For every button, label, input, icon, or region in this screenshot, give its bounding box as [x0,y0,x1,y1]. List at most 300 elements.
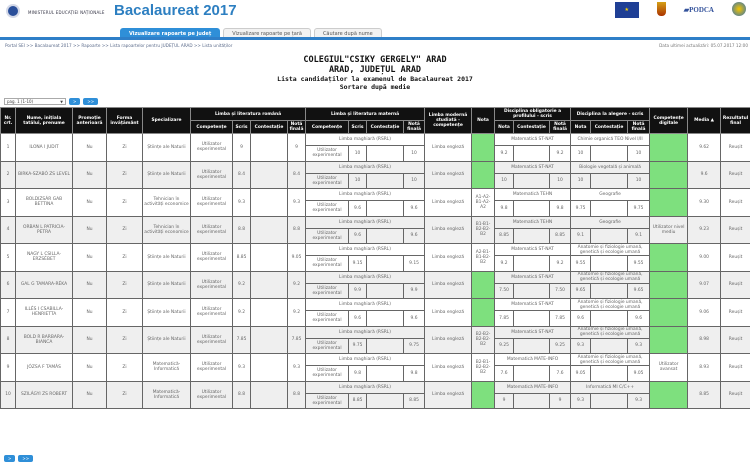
col-name: Nume, inițiala tatălui, prenume [16,108,73,134]
cell-media: 8.85 [688,381,721,409]
cell-ob-nota: 9 [495,393,514,409]
cell-ro-final: 9.2 [288,299,306,327]
cell-al-label: Anatomie și fiziologie umană, genetică și ecologie umană [571,354,650,366]
cell-digital [650,299,688,327]
cell-lm-comp: Utilizator experimental [306,366,349,382]
cell-form: Zi [107,299,143,327]
cell-lm-final: 8.85 [404,393,425,409]
cell-al-cont [591,393,628,409]
cell-ro-cont [251,244,288,272]
cell-ob-nota: 9.2 [495,146,514,162]
cell-digital [650,161,688,189]
col-lm-cont: Contestație [367,121,404,134]
cell-al-nota: 10 [571,173,591,189]
cell-form: Zi [107,216,143,244]
cell-modern: Limba engleză [425,161,472,189]
col-ro-final: Notă finală [288,121,306,134]
last-page-button[interactable]: >> [83,98,98,105]
cell-spec: Științe ale Naturii [143,244,191,272]
cell-lm-comp: Utilizator experimental [306,256,349,272]
cell-ob-final: 9.25 [550,338,571,354]
cell-spec: Tehnician în activități economice [143,189,191,217]
cell-al-cont [591,338,628,354]
cell-nr: 4 [1,216,16,244]
cell-name: BOLD R BARBARA-BIANCA [16,326,73,354]
cell-ob-final: 7.50 [550,283,571,299]
col-al-nota: Nota [571,121,591,134]
cell-ob-cont [514,146,550,162]
cell-ro-comp: Utilizator experimental [191,381,233,409]
col-ob-final: Notă finală [550,121,571,134]
cell-form: Zi [107,134,143,162]
cell-ro-comp: Utilizator experimental [191,326,233,354]
cell-lm-final: 10 [404,173,425,189]
cell-ob-cont [514,366,550,382]
cell-al-label: Anatomie și fiziologie umană, genetică și ecologie umană [571,244,650,256]
cell-al-nota: 9.05 [571,366,591,382]
cell-al-final: 10 [628,173,650,189]
cell-ro-comp: Utilizator experimental [191,216,233,244]
cell-media: 8.98 [688,326,721,354]
cell-al-final: 9.6 [628,311,650,327]
cell-ob-label: Matematică ST-NAT [495,326,571,338]
last-update: Data ultimei actualizări: 05.07.2017 12:00 [659,43,748,48]
cell-ob-label: Matematică ST-NAT [495,299,571,311]
col-promo: Promoție anterioară [73,108,107,134]
cell-al-final: 9.05 [628,366,650,382]
col-lm-final: Notă finală [404,121,425,134]
cell-al-nota: 9.65 [571,283,591,299]
cell-ob-cont [514,256,550,272]
col-al-final: Notă finală [628,121,650,134]
cell-al-cont [591,311,628,327]
cell-nota: A1-A2-B1-A2-A2 [472,189,495,217]
cell-promo: Nu [73,244,107,272]
cell-spec: Științe ale Naturii [143,271,191,299]
cell-ro-final: 9.05 [288,244,306,272]
cell-ro-comp: Utilizator experimental [191,189,233,217]
cell-lm-label: Limba maghiară (RSRL) [306,354,425,366]
cell-ro-final: 8.8 [288,381,306,409]
school-name: COLEGIUL"CSIKY GERGELY" ARAD [303,55,447,65]
cell-ob-final: 9.2 [550,256,571,272]
cell-result: Reușit [721,271,750,299]
cell-ob-cont [514,283,550,299]
cell-ob-cont [514,201,550,217]
cell-name: BOLDIZSÁR GAB BETTINA [16,189,73,217]
cell-name: NAGY L CSILLA-ERZSÉBET [16,244,73,272]
romania-coat-logo [657,2,666,16]
cell-lm-label: Limba maghiară (RSRL) [306,134,425,146]
cell-spec: Matematică-Informatică [143,381,191,409]
cell-ro-cont [251,299,288,327]
cell-ro-final: 9.3 [288,354,306,382]
cell-modern: Limba engleză [425,216,472,244]
app-title[interactable]: Bacalaureat 2017 [114,2,237,19]
cell-ro-final: 7.85 [288,326,306,354]
cell-media: 8.93 [688,354,721,382]
cell-form: Zi [107,326,143,354]
cell-spec: Tehnician în activități economice [143,216,191,244]
cell-ro-cont [251,216,288,244]
cell-name: JÓZSA F TAMÁS [16,354,73,382]
cell-nota: B1-B1-B2-B2-B2 [472,216,495,244]
tab-country-reports[interactable]: Vizualizare rapoarte pe țară [223,28,311,39]
col-nr: Nr. crt. [1,108,16,134]
cell-ob-nota: 7.85 [495,311,514,327]
cell-ob-label: Matematică ST-NAT [495,271,571,283]
cell-lm-scris: 9.8 [349,366,367,382]
cell-ro-cont [251,189,288,217]
cell-digital [650,244,688,272]
cell-nr: 7 [1,299,16,327]
cell-ro-final: 8.4 [288,161,306,189]
cell-al-cont [591,173,628,189]
cell-al-nota: 10 [571,146,591,162]
pager-bottom [4,455,33,462]
cell-lm-comp: Utilizator experimental [306,283,349,299]
cell-ob-final: 9.8 [550,201,571,217]
cell-nota: A2-B1-B1-B2-B2 [472,244,495,272]
cell-al-cont [591,201,628,217]
cell-lm-scris: 8.85 [349,393,367,409]
cell-media: 9.07 [688,271,721,299]
cell-lm-comp: Utilizator experimental [306,228,349,244]
cell-result: Reușit [721,134,750,162]
cell-ro-comp: Utilizator experimental [191,244,233,272]
cell-nr: 8 [1,326,16,354]
cell-modern: Limba engleză [425,354,472,382]
cell-lm-final: 10 [404,146,425,162]
cell-lm-cont [367,338,404,354]
site-header [0,0,750,28]
podca-logo: ▰PODCA [683,6,714,14]
cell-ob-final: 9 [550,393,571,409]
cell-modern: Limba engleză [425,299,472,327]
cell-ro-scris: 7.85 [233,326,251,354]
cell-promo: Nu [73,381,107,409]
eu-flag-logo: ★ [615,2,639,18]
cell-digital [650,326,688,354]
cell-al-label: Geografie [571,189,650,201]
cell-spec: Științe ale Naturii [143,134,191,162]
cell-lm-comp: Utilizator experimental [306,393,349,409]
cell-ob-label: Matematică TEHN [495,189,571,201]
cell-result: Reușit [721,189,750,217]
cell-ob-label: Matematică TEHN [495,216,571,228]
cell-lm-final: 9.6 [404,228,425,244]
cell-ob-final: 8.85 [550,228,571,244]
cell-lm-label: Limba maghiară (RSRL) [306,216,425,228]
cell-form: Zi [107,161,143,189]
cell-lm-cont [367,311,404,327]
col-lm: Limba și literatura maternă [306,108,425,121]
cell-ro-cont [251,354,288,382]
cell-digital: Utilizator nivel mediu [650,216,688,244]
cell-ob-nota: 7.6 [495,366,514,382]
col-digital: Competențe digitale [650,108,688,134]
cell-nr: 10 [1,381,16,409]
cell-al-final: 9.55 [628,256,650,272]
table-row [1,189,750,201]
cell-al-cont [591,366,628,382]
cell-ob-nota: 7.50 [495,283,514,299]
cell-form: Zi [107,244,143,272]
cell-al-nota: 9.3 [571,393,591,409]
cell-ro-final: 9.2 [288,271,306,299]
cell-nota: B2-B1-B2-B2-B2 [472,354,495,382]
cell-lm-label: Limba maghiară (RSRL) [306,189,425,201]
cell-lm-label: Limba maghiară (RSRL) [306,271,425,283]
cell-media: 9.06 [688,299,721,327]
cell-al-final: 9.1 [628,228,650,244]
cell-nr: 2 [1,161,16,189]
cell-promo: Nu [73,354,107,382]
cell-lm-label: Limba maghiară (RSRL) [306,161,425,173]
cell-promo: Nu [73,271,107,299]
cell-al-nota: 9.55 [571,256,591,272]
cell-ob-nota: 9.2 [495,256,514,272]
table-row [1,216,750,228]
cell-lm-comp: Utilizator experimental [306,173,349,189]
table-row [1,134,750,146]
cell-ob-label: Matematică ST-NAT [495,134,571,146]
ministry-crest-logo [6,4,20,18]
cell-nr: 3 [1,189,16,217]
cell-spec: Științe ale Naturii [143,161,191,189]
cell-lm-scris: 10 [349,173,367,189]
cell-lm-scris: 9.6 [349,228,367,244]
cell-promo: Nu [73,216,107,244]
page-heading [0,55,750,91]
cell-lm-comp: Utilizator experimental [306,338,349,354]
col-result: Rezultatul final [721,108,750,134]
cell-al-final: 9.3 [628,393,650,409]
cell-ro-scris: 8.8 [233,381,251,409]
cell-nr: 1 [1,134,16,162]
cell-ro-comp: Utilizator experimental [191,271,233,299]
cell-al-label: Anatomie și fiziologie umană, genetică și ecologie umană [571,299,650,311]
cell-ob-final: 10 [550,173,571,189]
cell-al-nota: 9.75 [571,201,591,217]
cell-lm-scris: 9.75 [349,338,367,354]
cell-lm-cont [367,173,404,189]
cell-lm-final: 9.6 [404,311,425,327]
cell-lm-scris: 10 [349,146,367,162]
col-ro-scris: Scris [233,121,251,134]
cell-ob-cont [514,338,550,354]
cell-al-nota: 9.6 [571,311,591,327]
cell-modern: Limba engleză [425,134,472,162]
cell-lm-scris: 9.15 [349,256,367,272]
candidates-table [0,107,750,409]
col-ales: Disciplina la alegere - scris [571,108,650,121]
cell-modern: Limba engleză [425,244,472,272]
col-ob-nota: Nota [495,121,514,134]
cell-al-cont [591,228,628,244]
cell-name: SZILÁGYI ZS ROBERT [16,381,73,409]
cell-al-label: Informatică MI C/C++ [571,381,650,393]
cell-name: BIRKA-SZABÓ ZS LEVEL [16,161,73,189]
cell-ob-cont [514,311,550,327]
cell-digital [650,381,688,409]
cell-result: Reușit [721,216,750,244]
cell-lm-cont [367,201,404,217]
cell-nota [472,271,495,299]
next-page-button[interactable]: > [69,98,80,105]
cell-ro-comp: Utilizator experimental [191,134,233,162]
cell-ro-final: 8.8 [288,216,306,244]
cell-ob-nota: 10 [495,173,514,189]
page-select[interactable]: pag. 1 (1-10) ▼ [4,98,66,105]
county-name: ARAD, JUDEȚUL ARAD [328,65,422,75]
cell-lm-final: 9.8 [404,366,425,382]
cell-name: ILONA I JUDIT [16,134,73,162]
cell-lm-final: 9.15 [404,256,425,272]
breadcrumb[interactable]: Portal SEI >> Bacalaureat 2017 >> Rapoarte >> Lista rapoartelor pentru JUDEȚUL ARAD >> Lista unităților [5,43,233,48]
cell-ob-label: Matematică ST-NAT [495,161,571,173]
cell-ro-scris: 8.85 [233,244,251,272]
cell-ro-scris: 8.4 [233,161,251,189]
cell-lm-cont [367,256,404,272]
table-row [1,381,750,393]
next-page-button-bottom[interactable]: > [4,455,15,462]
cell-al-label: Biologie vegetală și animală [571,161,650,173]
cell-nota [472,299,495,327]
cell-al-nota: 9.3 [571,338,591,354]
cell-lm-cont [367,366,404,382]
ministry-name: MINISTERUL EDUCAȚIEI NAȚIONALE [28,10,105,15]
cell-lm-cont [367,228,404,244]
cell-result: Reușit [721,161,750,189]
sort-label: Sortare după medie [339,83,411,91]
cell-spec: Matematică-Informatică [143,354,191,382]
cell-al-cont [591,256,628,272]
cell-al-label: Anatomie și fiziologie umană, genetică și ecologie umană [571,271,650,283]
pager-top [4,98,98,105]
cell-al-final: 10 [628,146,650,162]
cell-lm-label: Limba maghiară (RSRL) [306,381,425,393]
col-oblig: Disciplina obligatorie a profilului - scris [495,108,571,121]
cell-nota [472,134,495,162]
cell-form: Zi [107,189,143,217]
cell-nota: B2-B2-B2-B2-B2 [472,326,495,354]
cell-ro-cont [251,134,288,162]
cell-ro-comp: Utilizator experimental [191,354,233,382]
cell-ob-cont [514,228,550,244]
cell-digital [650,271,688,299]
col-form: Forma învățământ [107,108,143,134]
cell-lm-label: Limba maghiară (RSRL) [306,326,425,338]
cell-lm-cont [367,146,404,162]
cell-promo: Nu [73,299,107,327]
cell-result: Reușit [721,381,750,409]
cell-ob-cont [514,393,550,409]
col-ro: Limba și literatura română [191,108,306,121]
table-row [1,161,750,173]
cell-digital [650,134,688,162]
col-modern: Limba modernă studiată - competențe [425,108,472,134]
cell-modern: Limba engleză [425,381,472,409]
cell-spec: Științe ale Naturii [143,299,191,327]
cell-media: 9.23 [688,216,721,244]
col-spec: Specializare [143,108,191,134]
cell-ro-scris: 9.2 [233,299,251,327]
cell-modern: Limba engleză [425,189,472,217]
cell-ro-scris: 9.3 [233,354,251,382]
cell-media: 9.30 [688,189,721,217]
cell-spec: Științe ale Naturii [143,326,191,354]
cell-ob-label: Matematică MATE-INFO [495,381,571,393]
table-row [1,244,750,256]
cell-form: Zi [107,354,143,382]
cell-nr: 9 [1,354,16,382]
cell-al-label: Chimie organică TEO Nivel I/II [571,134,650,146]
cell-ob-nota: 9.25 [495,338,514,354]
table-row [1,354,750,366]
cell-digital: Utilizator avansat [650,354,688,382]
cell-ro-final: 9.3 [288,189,306,217]
cell-al-cont [591,283,628,299]
cell-ro-scris: 8.8 [233,216,251,244]
cell-promo: Nu [73,134,107,162]
cell-ro-comp: Utilizator experimental [191,299,233,327]
header-divider [0,37,750,40]
cell-promo: Nu [73,326,107,354]
table-row [1,271,750,283]
cell-al-final: 9.65 [628,283,650,299]
cell-name: ILLÉS I CSABILLA-HENRIETTA [16,299,73,327]
cell-lm-label: Limba maghiară (RSRL) [306,299,425,311]
list-title: Lista candidaților la examenul de Bacalaureat 2017 [277,75,473,83]
cell-promo: Nu [73,161,107,189]
cell-lm-scris: 9.6 [349,311,367,327]
cell-al-final: 9.75 [628,201,650,217]
cell-ob-final: 7.6 [550,366,571,382]
cell-lm-final: 9.75 [404,338,425,354]
col-lm-scris: Scris [349,121,367,134]
cell-al-cont [591,146,628,162]
last-page-button-bottom[interactable]: >> [18,455,33,462]
cell-ob-nota: 8.85 [495,228,514,244]
cell-al-final: 9.3 [628,338,650,354]
cell-result: Reușit [721,326,750,354]
cell-digital [650,189,688,217]
cell-ro-scris: 9.2 [233,271,251,299]
cell-result: Reușit [721,244,750,272]
cell-nr: 6 [1,271,16,299]
cell-lm-comp: Utilizator experimental [306,311,349,327]
cell-lm-label: Limba maghiară (RSRL) [306,244,425,256]
cell-ro-cont [251,326,288,354]
tab-search-by-name[interactable]: Căutare după nume [314,28,382,39]
cell-lm-cont [367,283,404,299]
cell-ro-cont [251,381,288,409]
cell-ob-nota: 9.8 [495,201,514,217]
cell-al-label: Anatomie și fiziologie umană, genetică și ecologie umană [571,326,650,338]
tab-county-reports[interactable]: Vizualizare rapoarte pe județ [120,28,220,39]
cell-ro-scris: 9 [233,134,251,162]
cell-media: 9.00 [688,244,721,272]
cell-result: Reușit [721,299,750,327]
cell-media: 9.6 [688,161,721,189]
cell-modern: Limba engleză [425,271,472,299]
cell-al-label: Geografie [571,216,650,228]
cell-result: Reușit [721,354,750,382]
col-nota: Nota [472,108,495,134]
cell-media: 9.62 [688,134,721,162]
col-media-sort[interactable]: Media ▲ [688,108,721,134]
